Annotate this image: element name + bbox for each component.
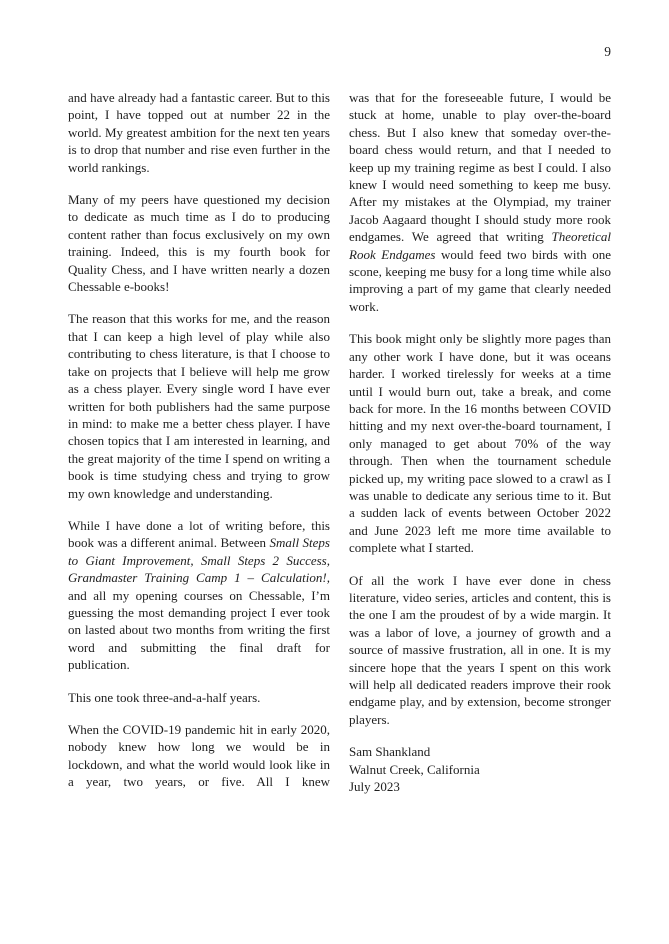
paragraph-lockdown (349, 89, 611, 315)
paragraph-text: would feed two birds with one scone, keeping me busy for a long time while also improving a part of my game that clearly needed work. (349, 246, 611, 314)
paragraph-proudest: Of all the work I have ever done in chess literature, video series, articles and content, this is the one I am the proudest of by a wide margin. It was a labor of love, a journey of growth and a source of massive frustration, all in one. It is my sincere hope that the years I spent on this work will help all dedicated readers improve their rook endgame play, and by extension, become stronger players. (349, 572, 611, 727)
paragraph-text: While I have done a lot of writing before, this book was a different animal. Between (68, 517, 330, 551)
right-column (349, 89, 611, 806)
paragraph-covid: When the COVID-19 pandemic hit in early 2020, nobody knew how long we would be in lockdown, and what the world would look like in a year, two years, or five. All I knew (68, 722, 330, 790)
book-title-italic: Theoretical Rook Endgames (349, 229, 611, 262)
book-titles-italic: Small Steps to Giant Improvement, Small Steps 2 Success, Grandmaster Training Camp 1 – Calculation!, (68, 535, 330, 586)
paragraph-text: was that for the foreseeable future, I would be stuck at home, unable to play over-the-board chess. But I also knew that someday over-the-board chess would return, and that I needed to keep up my training regime as best I could. I also knew I would need something to keep me busy. After my mistakes at the Olympiad, my trainer Jacob Aagaard thought I should study more rook endgames. We agreed that writing (349, 90, 611, 245)
paragraph-three-and-a-half: This one took three-and-a-half years. (68, 689, 261, 705)
signature-date: July 2023 (349, 779, 400, 795)
paragraph-text: and all my opening courses on Chessable, I’m guessing the most demanding project I ever took on lasted about two months from writing the first word and submitting the final draft for publication. (68, 587, 330, 673)
left-column (68, 89, 330, 806)
paragraph-writing-before (68, 517, 330, 674)
paragraph-oceans-harder: This book might only be slightly more pages than any other work I have done, but it was oceans harder. I worked tirelessly for weeks at a time until I would burn out, take a break, and come back for more. In the 16 months between COVID hitting and my next over-the-board tournament, I only managed to get about 70% of the way through. Then when the tournament schedule picked up, my writing pace slowed to a crawl as I was unable to dedicate any serious time to it. But a sudden lack of events between October 2022 and June 2023 left me more time available to complete what I started. (349, 331, 611, 556)
signature-place: Walnut Creek, California (349, 761, 480, 777)
signature-name: Sam Shankland (349, 744, 431, 760)
page-number: 9 (604, 44, 611, 59)
paragraph-peers: Many of my peers have questioned my decision to dedicate as much time as I do to producing content rather than focus exclusively on my own training. Indeed, this is my fourth book for Quality Chess, and I have written nearly a dozen Chessable e-books! (68, 192, 330, 295)
text-columns (68, 89, 611, 806)
paragraph-reason: The reason that this works for me, and the reason that I can keep a high level of play while also contributing to chess literature, is that I choose to take on projects that I believe will help me grow as a chess player. Every single word I have ever written for both publishers had the same purpose in mind: to make me a better chess player. I have chosen topics that I am interested in learning, and the great majority of the time I spend on writing a book is time studying chess and trying to grow my own knowledge and understanding. (68, 311, 330, 501)
paragraph-career: and have already had a fantastic career. But to this point, I have topped out at number 22 in the world. My greatest ambition for the next ten years is to drop that number and rise even further in the world rankings. (68, 90, 330, 175)
signature-block (349, 743, 611, 795)
